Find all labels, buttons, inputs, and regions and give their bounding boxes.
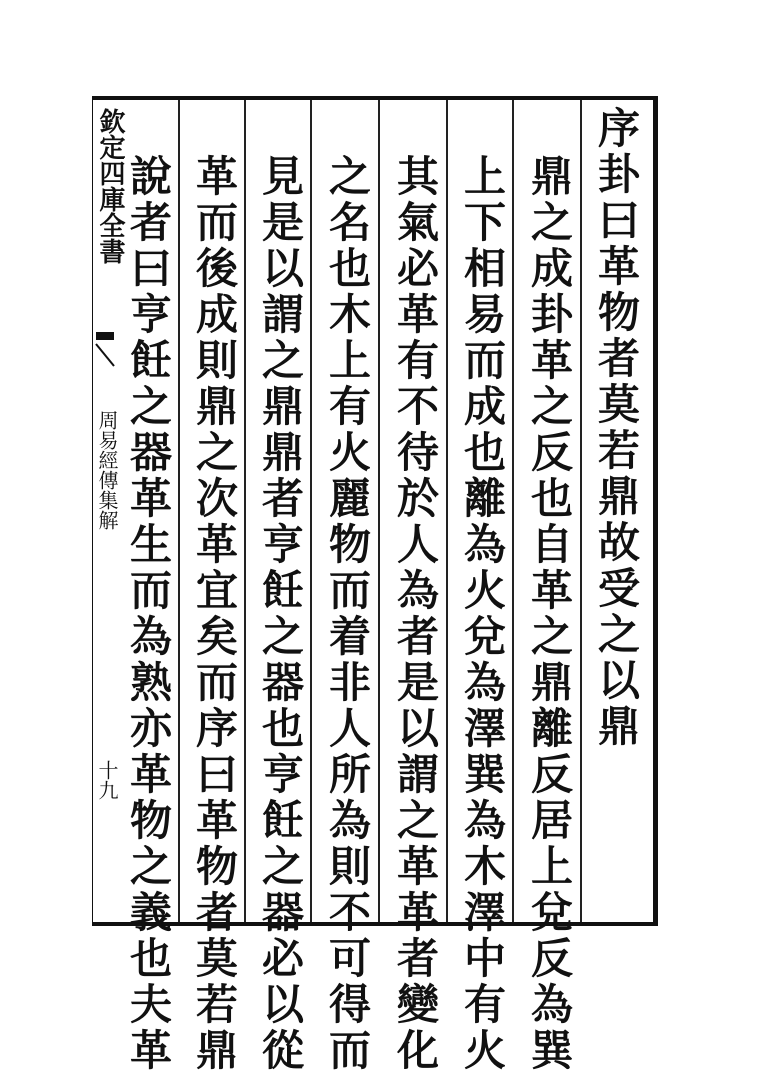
- margin-book-title: 欽定四庫全書: [95, 108, 125, 264]
- column-rule: [310, 100, 312, 922]
- column-rule: [178, 100, 180, 922]
- text-column-2: 鼎之成卦革之反也自革之鼎離反居上兌反為巽: [525, 154, 574, 1074]
- text-column-1: 序卦曰革物者莫若鼎故受之以鼎: [592, 106, 641, 750]
- column-rule: [378, 100, 380, 922]
- column-rule: [244, 100, 246, 922]
- column-rule: [446, 100, 448, 922]
- text-column-5: 之名也木上有火麗物而着非人所為則不可得而: [323, 154, 372, 1074]
- text-column-8: 說者曰亨飪之器革生而為熟亦革物之義也夫革: [124, 154, 173, 1074]
- margin-page-number: 十九: [95, 760, 119, 800]
- text-column-4: 其氣必革有不待於人為者是以謂之革革者變化: [391, 154, 440, 1074]
- text-column-6: 見是以謂之鼎鼎者亨飪之器也亨飪之器必以從: [256, 154, 305, 1074]
- margin-volume-title: 周易經傳集解: [95, 410, 119, 530]
- fold-mark: [94, 330, 116, 370]
- column-rule: [580, 100, 582, 922]
- text-column-7: 革而後成則鼎之次革宜矣而序曰革物者莫若鼎: [190, 154, 239, 1074]
- column-rule: [512, 100, 514, 922]
- text-column-3: 上下相易而成也離為火兌為澤巽為木澤中有火: [458, 154, 507, 1074]
